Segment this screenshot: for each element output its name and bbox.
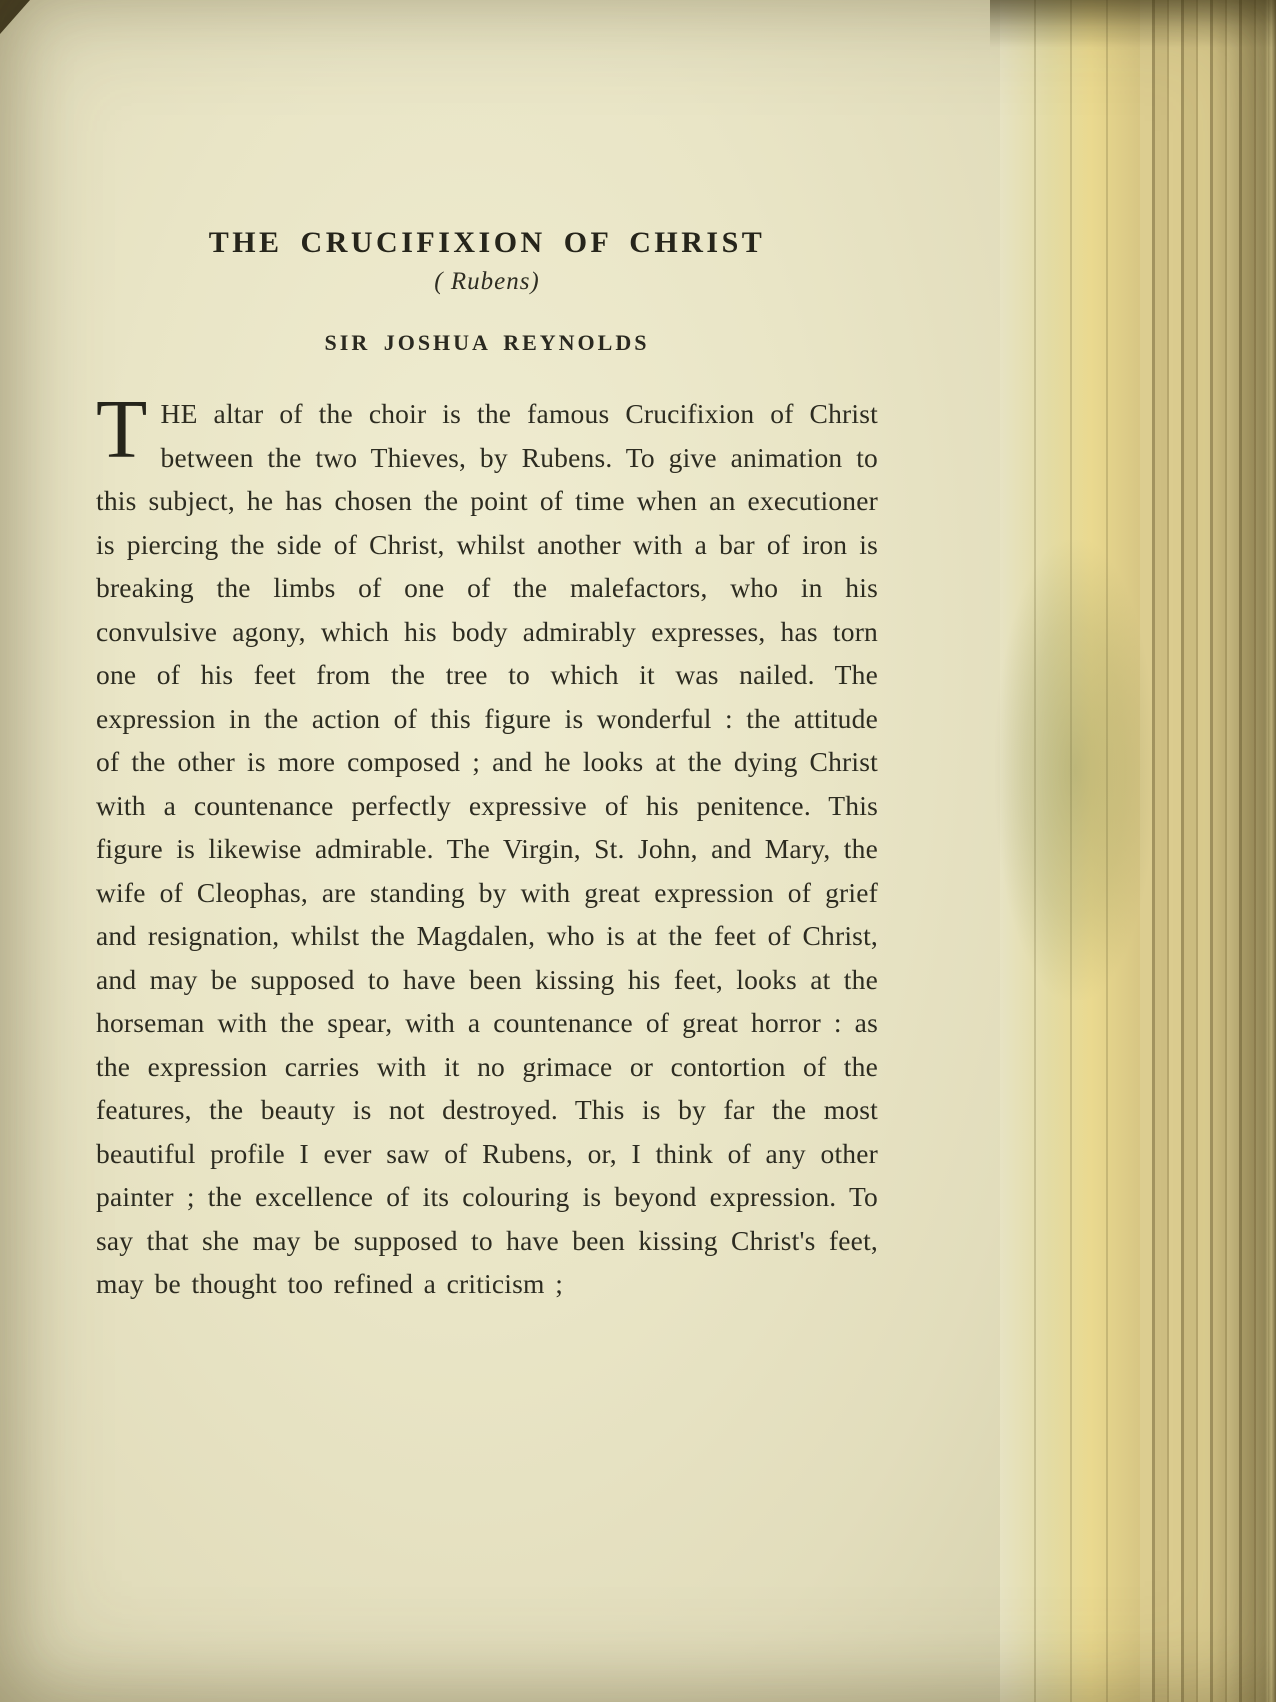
- top-shadow: [990, 0, 1276, 48]
- edge-shadow: [995, 540, 1155, 1000]
- page-stack-edges: [1140, 0, 1276, 1702]
- page-content: [96, 226, 878, 1306]
- page-title: THE CRUCIFIXION OF CHRIST: [208, 226, 766, 259]
- body-text: HE altar of the choir is the famous Crucifixion of Christ between the two Thieves, by Rubens. To give animation to this subject, he has chosen the point of time when an executioner is piercing the side of Christ, whilst another with a bar of iron is breaking the limbs of one of the malefactors, who in his convulsive agony, which his body admirably expresses, has torn one of his feet from the tree to which it was nailed. The expression in the action of this figure is wonderful : the attitude of the other is more composed ; and he looks at the dying Christ with a countenance perfectly expressive of his penitence. This figure is likewise admirable. The Virgin, St. John, and Mary, the wife of Cleophas, are standing by with great expression of grief and resignation, whilst the Magdalen, who is at the feet of Christ, and may be supposed to have been kissing his feet, looks at the horseman with the spear, with a countenance of great horror : as the expression carries with it no grimace or contortion of the features, the beauty is not destroyed. This is by far the most beautiful profile I ever saw of Rubens, or, I think of any other painter ; the excellence of its colouring is beyond expression. To say that she may be supposed to have been kissing Christ's feet, may be thought too refined a criticism ;: [96, 398, 878, 1299]
- page-subtitle: ( Rubens): [434, 268, 540, 295]
- body-paragraph: [96, 383, 878, 1306]
- author-name: SIR JOSHUA REYNOLDS: [324, 330, 650, 355]
- drop-cap: T: [96, 383, 148, 476]
